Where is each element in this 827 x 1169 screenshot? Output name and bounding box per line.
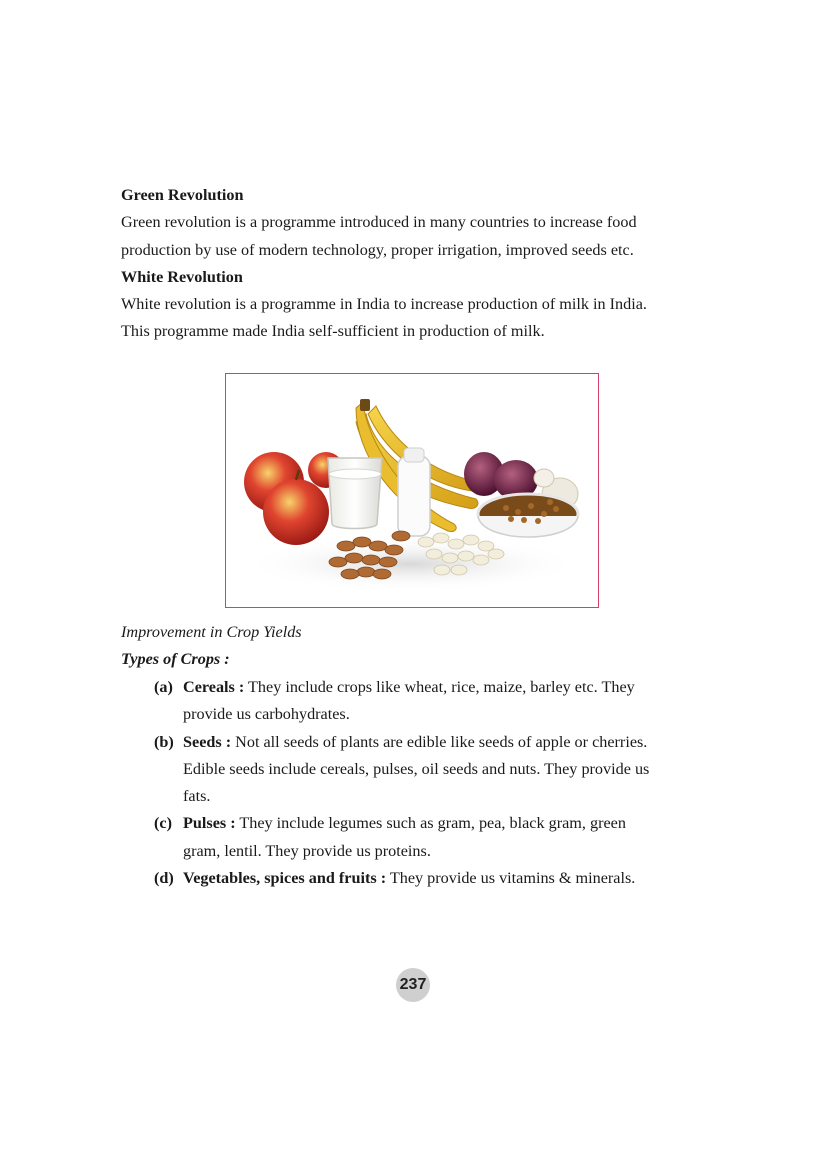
- list-item: [154, 810, 654, 865]
- crop-types-header: [121, 619, 661, 674]
- white-revolution-heading: White Revolution: [121, 267, 243, 286]
- item-continuation: fats.: [183, 787, 211, 806]
- item-marker: (a): [154, 678, 173, 696]
- figure-caption: Improvement in Crop Yields: [121, 623, 302, 641]
- item-marker: (d): [154, 869, 174, 888]
- green-revolution-line-2: production by use of modern technology, proper irrigation, improved seeds etc.: [121, 240, 634, 259]
- item-continuation: provide us carbohydrates.: [183, 705, 350, 724]
- item-term: Cereals :: [183, 678, 245, 696]
- item-term: Pulses :: [183, 814, 236, 833]
- list-item: [154, 674, 654, 729]
- white-revolution-line-1: White revolution is a programme in India to increase production of milk in India.: [121, 295, 647, 314]
- item-continuation: Edible seeds include cereals, pulses, oil seeds and nuts. They provide us: [183, 759, 650, 778]
- main-text: [121, 182, 661, 346]
- green-revolution-line-1: Green revolution is a programme introduced in many countries to increase food: [121, 213, 637, 232]
- item-marker: (b): [154, 732, 174, 751]
- page-number: 237: [396, 968, 430, 1002]
- item-text: They include crops like wheat, rice, maize, barley etc. They: [244, 678, 635, 696]
- crop-types-list: [154, 674, 654, 892]
- item-continuation: gram, lentil. They provide us proteins.: [183, 841, 431, 860]
- list-item: [154, 729, 654, 811]
- item-term: Vegetables, spices and fruits :: [183, 869, 387, 888]
- item-marker: (c): [154, 814, 172, 833]
- item-text: They include legumes such as gram, pea, black gram, green: [235, 814, 626, 833]
- item-text: Not all seeds of plants are edible like seeds of apple or cherries.: [231, 732, 648, 751]
- item-text: They provide us vitamins & minerals.: [386, 869, 636, 888]
- green-revolution-heading: Green Revolution: [121, 186, 244, 204]
- item-term: Seeds :: [183, 732, 232, 751]
- list-item: [154, 865, 654, 892]
- white-revolution-line-2: This programme made India self-sufficient in production of milk.: [121, 322, 545, 341]
- types-of-crops-heading: Types of Crops :: [121, 650, 230, 669]
- food-illustration: [226, 374, 597, 606]
- food-figure: [225, 373, 599, 608]
